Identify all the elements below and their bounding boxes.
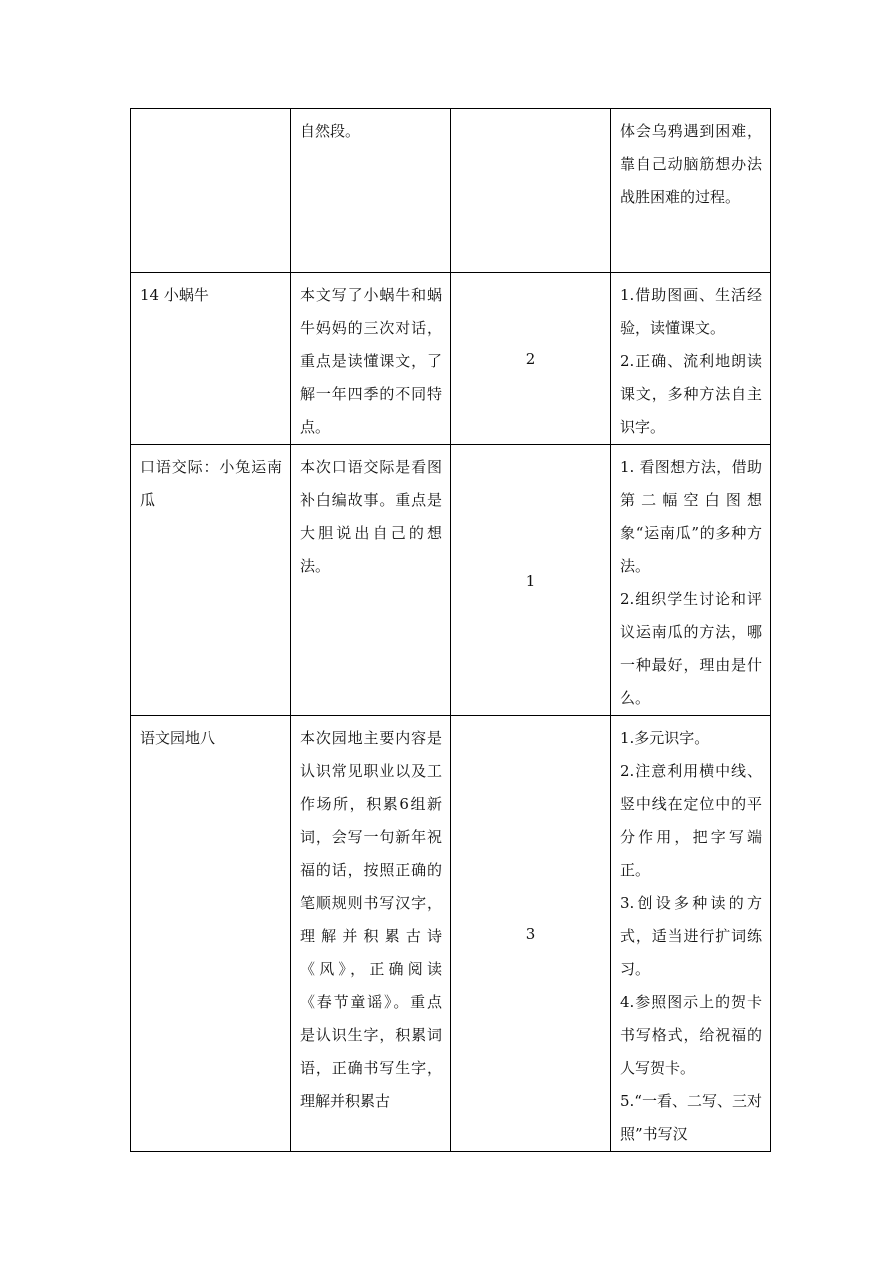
lesson-name [131, 109, 290, 115]
lesson-goals-cell [611, 445, 771, 716]
lesson-goals-cell [611, 109, 771, 273]
lesson-plan-table [130, 108, 771, 1152]
goal-item: 2.组织学生讨论和评议运南瓜的方法，哪一种最好，理由是什么。 [620, 590, 762, 707]
lesson-name-cell [131, 445, 291, 716]
table-row [131, 716, 771, 1152]
lesson-hours: 3 [525, 925, 536, 943]
table-row [131, 109, 771, 273]
lesson-content-cell [291, 445, 451, 716]
goal-item: 1.借助图画、生活经验，读懂课文。 [620, 286, 762, 337]
lesson-goals [611, 716, 770, 1151]
lesson-hours-cell [451, 716, 611, 1152]
lesson-name-cell [131, 109, 291, 273]
table-row [131, 445, 771, 716]
lesson-content: 本次口语交际是看图补白编故事。重点是大胆说出自己的想法。 [300, 458, 442, 575]
lesson-goals [611, 273, 770, 444]
lesson-hours-cell [451, 109, 611, 273]
lesson-content: 自然段。 [300, 122, 361, 140]
lesson-name-cell [131, 716, 291, 1152]
lesson-name: 口语交际：小兔运南瓜 [140, 458, 282, 509]
goal-item: 3.创设多种读的方式，适当进行扩词练习。 [620, 894, 762, 978]
lesson-name: 14 小蜗牛 [140, 286, 209, 304]
goal-item: 2.正确、流利地朗读课文，多种方法自主识字。 [620, 352, 762, 436]
lesson-content: 本次园地主要内容是认识常见职业以及工作场所，积累6组新词，会写一句新年祝福的话，按照正确的笔顺规则书写汉字，理解并积累古诗《风》，正确阅读《春节童谣》。重点是认识生字，积累词语，正确书写生字，理解并积累古 [300, 729, 442, 1110]
lesson-content-cell [291, 716, 451, 1152]
lesson-goals [611, 109, 770, 214]
lesson-content-cell [291, 109, 451, 273]
lesson-name-cell [131, 273, 291, 445]
lesson-goals-cell [611, 716, 771, 1152]
goal-item: 1. 看图想方法，借助第二幅空白图想象“运南瓜”的多种方法。 [620, 458, 762, 575]
lesson-hours: 1 [525, 571, 536, 590]
goal-item: 5.“一看、二写、三对照”书写汉 [620, 1092, 762, 1143]
lesson-hours: 2 [525, 350, 536, 368]
goal-item: 4.参照图示上的贺卡书写格式，给祝福的人写贺卡。 [620, 993, 762, 1077]
goal-item: 2.注意利用横中线、竖中线在定位中的平分作用，把字写端正。 [620, 762, 762, 879]
lesson-goals [611, 445, 770, 715]
goal-item: 体会乌鸦遇到困难，靠自己动脑筋想办法战胜困难的过程。 [620, 122, 762, 206]
table-row [131, 273, 771, 445]
lesson-hours-cell [451, 273, 611, 445]
lesson-hours-cell [451, 445, 611, 716]
goal-item: 1.多元识字。 [620, 729, 710, 747]
lesson-name: 语文园地八 [140, 729, 216, 747]
lesson-content-cell [291, 273, 451, 445]
lesson-content: 本文写了小蜗牛和蜗牛妈妈的三次对话，重点是读懂课文，了解一年四季的不同特点。 [300, 286, 442, 436]
lesson-goals-cell [611, 273, 771, 445]
